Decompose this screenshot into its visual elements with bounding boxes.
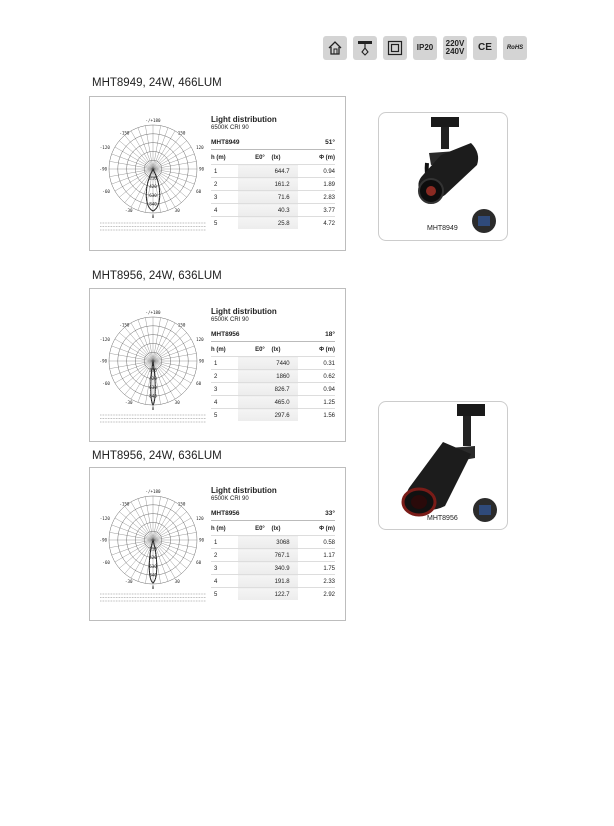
cell-e: 25.8 <box>238 217 298 230</box>
beam-angle: 33° <box>325 510 335 517</box>
angle-label: -/+180 <box>145 118 161 123</box>
angle-label: -120 <box>99 145 110 151</box>
radial-value-label: 840 <box>149 201 157 207</box>
col-lx-label: (lx) <box>271 526 281 532</box>
table-row <box>211 370 335 383</box>
table-header-row <box>211 152 335 165</box>
col-h: h (m) <box>211 526 226 532</box>
angle-label: 150 <box>177 130 186 136</box>
angle-label: -/+180 <box>145 310 161 315</box>
cell-e: 122.7 <box>238 588 298 601</box>
photo-caption: MHT8956 <box>427 515 458 522</box>
cell-p: 1.25 <box>298 396 335 409</box>
radial-value-label: 210 <box>149 175 157 181</box>
angle-label: -150 <box>119 130 130 136</box>
table-row <box>211 562 335 575</box>
angle-label: 60 <box>196 189 202 195</box>
cell-h: 4 <box>211 575 238 588</box>
cell-e: 40.3 <box>238 204 298 217</box>
ld-title: Light distribution <box>211 307 277 316</box>
cell-e: 191.8 <box>238 575 298 588</box>
cell-e: 7440 <box>238 357 298 370</box>
cell-h: 5 <box>211 217 238 230</box>
table-row <box>211 217 335 230</box>
angle-label: 0 <box>151 585 155 590</box>
angle-label: 120 <box>196 145 204 151</box>
angle-label: -120 <box>99 516 110 522</box>
angle-label: 150 <box>177 501 186 507</box>
table-row <box>211 396 335 409</box>
polar-diagram <box>94 474 212 606</box>
angle-label: -60 <box>102 381 110 387</box>
col-p: Φ (m) <box>319 155 335 161</box>
cell-p: 0.94 <box>298 165 335 178</box>
angle-label: 150 <box>177 322 186 328</box>
product-photo-card <box>378 112 508 241</box>
angle-label: 0 <box>151 406 155 411</box>
cell-e: 767.1 <box>238 549 298 562</box>
cell-h: 4 <box>211 204 238 217</box>
cell-h: 5 <box>211 588 238 601</box>
light-distribution-card <box>89 467 346 621</box>
angle-label: -90 <box>99 166 107 172</box>
table-row <box>211 588 335 601</box>
angle-label: -150 <box>119 501 130 507</box>
table-header-row <box>211 344 335 357</box>
ld-title: Light distribution <box>211 486 277 495</box>
cell-h: 2 <box>211 370 238 383</box>
class-ii-icon <box>383 36 407 60</box>
angle-label: -150 <box>119 322 130 328</box>
cell-h: 3 <box>211 383 238 396</box>
cell-e: 340.9 <box>238 562 298 575</box>
cell-e: 1860 <box>238 370 298 383</box>
cell-h: 5 <box>211 409 238 422</box>
angle-label: -120 <box>99 337 110 343</box>
model-code: MHT8949 <box>211 139 240 146</box>
radial-value-label: 630 <box>149 192 157 198</box>
table-row <box>211 409 335 422</box>
angle-label: 30 <box>174 400 180 406</box>
light-distribution-info <box>211 115 335 229</box>
cell-p: 0.62 <box>298 370 335 383</box>
radial-value-label: 420 <box>149 184 157 190</box>
angle-label: 60 <box>196 381 202 387</box>
cell-p: 2.83 <box>298 191 335 204</box>
col-h: h (m) <box>211 155 226 161</box>
ld-subtitle: 6500K CRI 90 <box>211 317 249 323</box>
cell-p: 0.58 <box>298 536 335 549</box>
ip-rating-icon: IP20 <box>413 36 437 60</box>
ld-subtitle: 6500K CRI 90 <box>211 125 249 131</box>
cell-e: 826.7 <box>238 383 298 396</box>
cell-h: 1 <box>211 165 238 178</box>
angle-label: -30 <box>125 400 133 406</box>
cell-h: 3 <box>211 191 238 204</box>
col-p: Φ (m) <box>319 526 335 532</box>
table-header-row <box>211 523 335 536</box>
voltage-label: 220V 240V <box>445 39 465 56</box>
angle-label: -30 <box>125 208 133 214</box>
light-distribution-card <box>89 288 346 442</box>
model-row <box>211 331 335 342</box>
cell-h: 3 <box>211 562 238 575</box>
table-row <box>211 191 335 204</box>
angle-label: 30 <box>174 579 180 585</box>
cell-h: 4 <box>211 396 238 409</box>
cell-h: 2 <box>211 178 238 191</box>
angle-label: 90 <box>199 166 205 172</box>
cell-e: 71.6 <box>238 191 298 204</box>
ce-mark-icon: CE <box>473 36 497 60</box>
cell-h: 1 <box>211 536 238 549</box>
col-e <box>238 152 298 165</box>
radial-value-label: 630 <box>149 384 157 390</box>
cell-p: 1.17 <box>298 549 335 562</box>
illuminance-table <box>211 523 335 600</box>
col-e-label: E0° <box>255 155 265 161</box>
beam-angle: 51° <box>325 139 335 146</box>
table-row <box>211 549 335 562</box>
table-row <box>211 204 335 217</box>
radial-value-label: 420 <box>149 376 157 382</box>
light-distribution-info <box>211 307 335 421</box>
indoor-home-icon <box>323 36 347 60</box>
section-title: MHT8949, 24W, 466LUM <box>92 77 222 89</box>
cell-h: 1 <box>211 357 238 370</box>
col-e-label: E0° <box>255 526 265 532</box>
table-row <box>211 536 335 549</box>
cell-p: 1.75 <box>298 562 335 575</box>
angle-label: 90 <box>199 358 205 364</box>
angle-label: -/+180 <box>145 489 161 494</box>
radial-value-label: 210 <box>149 546 157 552</box>
light-distribution-card <box>89 96 346 251</box>
beam-angle: 18° <box>325 331 335 338</box>
cell-p: 1.89 <box>298 178 335 191</box>
model-code: MHT8956 <box>211 510 240 517</box>
cell-p: 4.72 <box>298 217 335 230</box>
radial-value-label: 420 <box>149 555 157 561</box>
table-row <box>211 383 335 396</box>
angle-label: 120 <box>196 516 204 522</box>
illuminance-table <box>211 344 335 421</box>
angle-label: -90 <box>99 358 107 364</box>
col-lx-label: (lx) <box>271 347 281 353</box>
rohs-icon: RoHS <box>503 36 527 60</box>
cell-p: 3.77 <box>298 204 335 217</box>
product-photo-card <box>378 401 508 530</box>
section-title: MHT8956, 24W, 636LUM <box>92 270 222 282</box>
col-e <box>238 344 298 357</box>
model-code: MHT8956 <box>211 331 240 338</box>
cell-e: 3068 <box>238 536 298 549</box>
angle-label: -60 <box>102 189 110 195</box>
angle-label: 120 <box>196 337 204 343</box>
voltage-icon <box>443 36 467 60</box>
col-h: h (m) <box>211 347 226 353</box>
table-row <box>211 178 335 191</box>
illuminance-table <box>211 152 335 229</box>
certification-icons <box>323 36 527 60</box>
cell-h: 2 <box>211 549 238 562</box>
table-row <box>211 575 335 588</box>
cell-p: 2.92 <box>298 588 335 601</box>
cell-e: 161.2 <box>238 178 298 191</box>
track-spotlight-image <box>379 402 507 529</box>
track-mount-icon <box>353 36 377 60</box>
cell-p: 0.94 <box>298 383 335 396</box>
photo-caption: MHT8949 <box>427 225 458 232</box>
radial-value-label: 210 <box>149 367 157 373</box>
ld-subtitle: 6500K CRI 90 <box>211 496 249 502</box>
polar-diagram <box>94 295 212 427</box>
radial-value-label: 840 <box>149 393 157 399</box>
model-row <box>211 139 335 150</box>
cell-p: 2.33 <box>298 575 335 588</box>
cell-p: 1.56 <box>298 409 335 422</box>
cell-e: 644.7 <box>238 165 298 178</box>
col-e <box>238 523 298 536</box>
angle-label: 0 <box>151 214 155 219</box>
angle-label: 30 <box>174 208 180 214</box>
section-title: MHT8956, 24W, 636LUM <box>92 450 222 462</box>
ld-title: Light distribution <box>211 115 277 124</box>
cell-e: 297.6 <box>238 409 298 422</box>
light-distribution-info <box>211 486 335 600</box>
table-row <box>211 357 335 370</box>
angle-label: -30 <box>125 579 133 585</box>
radial-value-label: 840 <box>149 572 157 578</box>
polar-diagram <box>94 103 212 235</box>
cell-e: 465.0 <box>238 396 298 409</box>
angle-label: -90 <box>99 537 107 543</box>
radial-value-label: 630 <box>149 563 157 569</box>
col-lx-label: (lx) <box>271 155 281 161</box>
model-row <box>211 510 335 521</box>
cell-p: 0.31 <box>298 357 335 370</box>
angle-label: -60 <box>102 560 110 566</box>
angle-label: 90 <box>199 537 205 543</box>
table-row <box>211 165 335 178</box>
angle-label: 60 <box>196 560 202 566</box>
col-e-label: E0° <box>255 347 265 353</box>
track-spotlight-image <box>379 113 507 240</box>
col-p: Φ (m) <box>319 347 335 353</box>
